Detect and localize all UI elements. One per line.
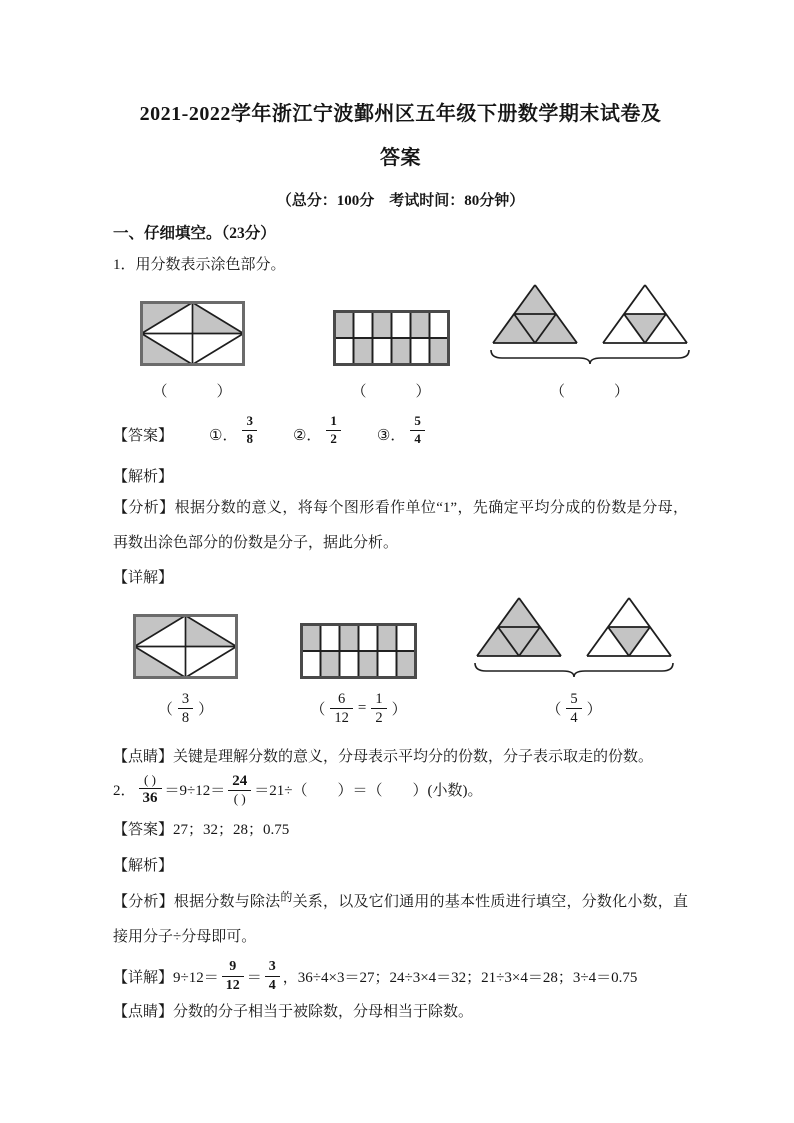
q1-fenxi-paragraph	[113, 491, 688, 561]
answer-label: 【答案】	[113, 427, 174, 444]
caption-fraction: $\frac{6}{12}$	[330, 691, 353, 726]
paren-open: （	[157, 702, 173, 719]
document-title-line2: 答案	[380, 147, 421, 169]
question-1-figures-row	[113, 283, 688, 401]
q2-fenxi-post: 关系，以及它们通用的基本性质进行填空，分数化小数，直接用分子÷分母即可。	[113, 893, 688, 945]
paren-close: ）	[586, 702, 602, 719]
q1-fenxi-text: 根据分数的意义，将每个图形看作单位“1”，先确定平均分成的份数是分母，再数出涂色部分的份数是分子，据此分析。	[113, 500, 688, 552]
q2-xiangjie-post: ，36÷4×3＝27；24÷3×4＝32；21÷3×4＝28；3÷4＝0.75	[282, 969, 638, 986]
question-1	[113, 253, 688, 274]
fenxi-label: 【分析】	[113, 500, 175, 517]
answer-fraction-1: $\frac{3}{8}$	[242, 414, 257, 446]
caption-fraction: $\frac{3}{8}$	[178, 691, 193, 726]
q2-jiexi-label: 【解析】	[113, 857, 174, 874]
q2-xiangjie-pre: 9÷12＝	[173, 969, 219, 986]
q1-jiexi-label: 【解析】	[113, 469, 174, 486]
fenxi-label: 【分析】	[113, 893, 174, 910]
q2-answer-text: 27；32；28；0.75	[173, 821, 290, 838]
twin-triangles-figure	[489, 283, 691, 372]
paren-open: （	[546, 702, 562, 719]
q1-answer-line	[113, 413, 688, 450]
equals-sign: ＝	[246, 969, 262, 986]
dianjing-label: 【点睛】	[113, 1004, 174, 1021]
q1-detail-figures-row	[113, 596, 688, 726]
paren-open: （	[310, 702, 326, 719]
section-1-heading: 一、仔细填空。（23分）	[113, 225, 276, 242]
rect-diamond-figure	[139, 300, 246, 372]
detail-caption-3	[546, 691, 601, 726]
answer-item-tag: ③．	[376, 427, 406, 444]
figure-rect-diamond-block	[139, 300, 246, 401]
figure-triangles-block	[489, 283, 691, 401]
q1-xiangjie-label: 【详解】	[113, 570, 174, 587]
question-2-number: 2．	[113, 783, 136, 800]
rect-diamond-figure	[132, 613, 239, 685]
paren-close: ）	[198, 702, 214, 719]
q2-xiangjie-line	[113, 959, 688, 993]
shaded-grid-figure	[299, 622, 418, 685]
twin-triangles-figure	[473, 596, 675, 685]
question-2	[113, 773, 688, 807]
exam-score-time-info: （总分：100分 考试时间：80分钟）	[276, 193, 525, 209]
question-1-text: 用分数表示涂色部分。	[135, 257, 286, 273]
figure-grid-block	[332, 309, 451, 401]
q2-fraction-2: $\frac{24}{( )}$	[228, 773, 251, 807]
detail-rect-diamond-block	[132, 613, 239, 726]
caption-fraction: $\frac{1}{2}$	[371, 691, 386, 726]
q1-answer-item-1	[209, 413, 257, 450]
xiangjie-fraction-2: $\frac{3}{4}$	[265, 959, 280, 993]
xiangjie-label: 【详解】	[113, 969, 174, 986]
detail-caption-2	[310, 691, 406, 726]
answer-blank-2: （ ）	[351, 384, 432, 400]
shaded-grid-figure	[332, 309, 451, 372]
dianjing-label: 【点睛】	[113, 748, 174, 765]
q2-fenxi-superscript: 的	[280, 889, 293, 904]
q1-dianjing-line	[113, 745, 688, 766]
q1-answer-item-2	[292, 413, 341, 450]
q2-segment-2: ＝21÷（ ）＝（ ）(小数)。	[254, 783, 483, 800]
q2-segment-1: ＝9÷12＝	[164, 783, 226, 800]
q2-dianjing-text: 分数的分子相当于被除数，分母相当于除数。	[173, 1004, 474, 1021]
paren-close: ）	[391, 702, 407, 719]
answer-blank-1: （ ）	[152, 384, 233, 400]
answer-item-tag: ②．	[292, 427, 322, 444]
q2-fenxi-paragraph	[113, 880, 688, 955]
q2-fenxi-pre: 根据分数与除法	[173, 893, 281, 910]
answer-item-tag: ①．	[209, 427, 238, 444]
q2-fraction-1: $\frac{( )}{36}$	[139, 773, 162, 807]
detail-triangles-block	[473, 596, 675, 726]
q1-dianjing-text: 关键是理解分数的意义，分母表示平均分的份数，分子表示取走的份数。	[173, 748, 654, 765]
answer-fraction-2: $\frac{1}{2}$	[326, 414, 341, 446]
equals-sign: =	[357, 700, 367, 717]
detail-caption-1	[158, 691, 213, 726]
xiangjie-fraction-1: $\frac{9}{12}$	[222, 959, 244, 993]
question-1-number: 1．	[113, 257, 136, 273]
document-title-line1: 2021-2022学年浙江宁波鄞州区五年级下册数学期末试卷及	[139, 103, 662, 125]
q2-dianjing-line	[113, 1000, 688, 1021]
q2-answer-line	[113, 818, 688, 839]
detail-grid-block	[299, 622, 418, 726]
caption-fraction: $\frac{5}{4}$	[566, 691, 581, 726]
answer-label: 【答案】	[113, 821, 174, 838]
answer-fraction-3: $\frac{5}{4}$	[410, 414, 425, 446]
q1-answer-item-3	[376, 413, 425, 450]
answer-blank-3: （ ）	[549, 384, 630, 400]
